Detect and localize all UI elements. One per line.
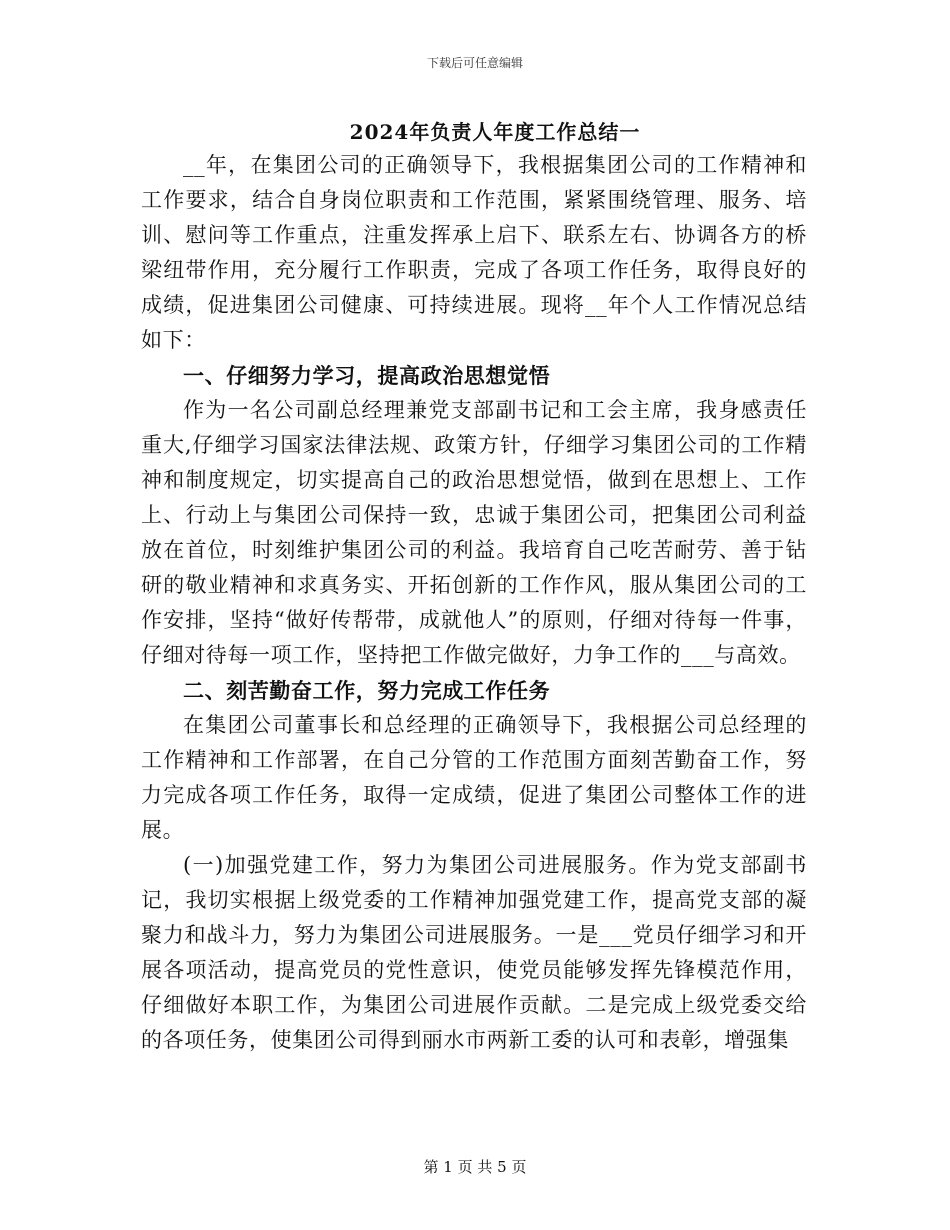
document-title: 2024年负责人年度工作总结一 — [349, 120, 641, 144]
page-footer: 第 1 页 共 5 页 — [423, 1158, 527, 1176]
section-2-heading: 二、刻苦勤奋工作，努力完成工作任务 — [183, 678, 551, 703]
section-2-paragraph: 在集团公司董事长和总经理的正确领导下，我根据公司总经理的工作精神和工作部署，在自己分管的工作范围方面刻苦勤奋工作，努力完成各项工作任务，取得一定成绩，促进了集团公司整体工作的进展。 — [141, 713, 807, 842]
header-note: 下载后可任意编辑 — [426, 56, 523, 70]
section-1-heading: 一、仔细努力学习，提高政治思想觉悟 — [183, 363, 551, 388]
section-1-paragraph: 作为一名公司副总经理兼党支部副书记和工会主席，我身感责任重大,仔细学习国家法律法规、政策方针，仔细学习集团公司的工作精神和制度规定，切实提高自己的政治思想觉悟，做到在思想上、工作上、行动上与集团公司保持一致，忠诚于集团公司，把集团公司利益放在首位，时刻维护集团公司的利益。我培育自己吃苦耐劳、善于钻研的敬业精神和求真务实、开拓创新的工作作风，服从集团公司的工作安排，坚持“做好传帮带，成就他人”的原则，仔细对待每一件事，仔细对待每一项工作，坚持把工作做完做好，力争工作的___与高效。 — [141, 398, 807, 667]
intro-paragraph: __年，在集团公司的正确领导下，我根据集团公司的工作精神和工作要求，结合自身岗位职责和工作范围，紧紧围绕管理、服务、培训、慰问等工作重点，注重发挥承上启下、联系左右、协调各方的桥梁纽带作用，充分履行工作职责，完成了各项工作任务，取得良好的成绩，促进集团公司健康、可持续进展。现将__年个人工作情况总结如下： — [141, 153, 807, 352]
document-body — [141, 148, 807, 1058]
section-2-item-1-paragraph: (一)加强党建工作，努力为集团公司进展服务。作为党支部副书记，我切实根据上级党委的工作精神加强党建工作，提高党支部的凝聚力和战斗力，努力为集团公司进展服务。一是___党员仔细学习和开展各项活动，提高党员的党性意识，使党员能够发挥先锋模范作用，仔细做好本职工作，为集团公司进展作贡献。二是完成上级党委交给的各项任务，使集团公司得到丽水市两新工委的认可和表彰，增强集 — [141, 853, 807, 1052]
